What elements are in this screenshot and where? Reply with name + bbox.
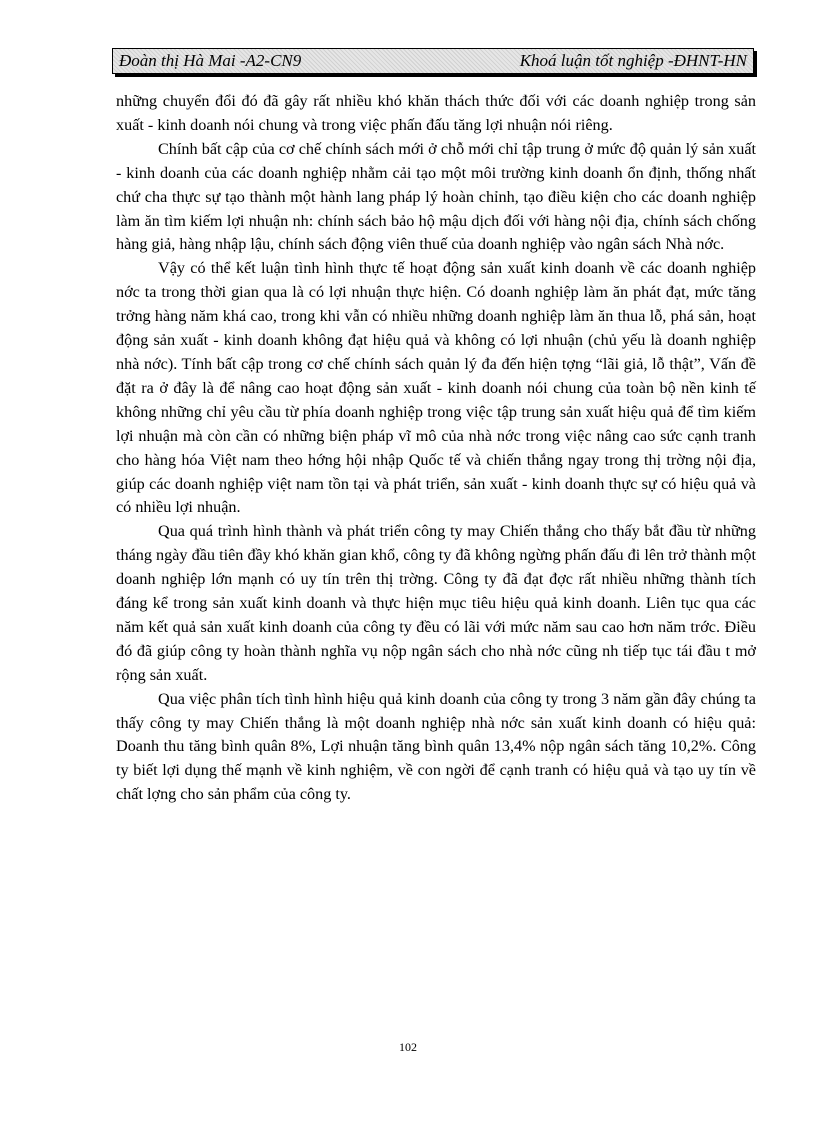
header-thesis-title: Khoá luận tốt nghiệp -ĐHNT-HN — [519, 51, 747, 70]
paragraph-company-development: Qua quá trình hình thành và phát triển công ty may Chiến thắng cho thấy bắt đầu từ những tháng ngày đầu tiên đầy khó khăn gian khổ, công ty đã không ngừng phấn đấu đi lên trở thành một doanh nghiệp lớn mạnh có uy tín trên thị trờng. Công ty đã đạt đợc rất nhiều những thành tích đáng kể trong sản xuất kinh doanh và thực hiện mục tiêu hiệu quả kinh doanh. Liên tục qua các năm kết quả sản xuất kinh doanh của công ty đều có lãi với mức năm sau cao hơn năm trớc. Điều đó đã giúp công ty hoàn thành nghĩa vụ nộp ngân sách cho nhà nớc cũng nh tiếp tục tái đầu t mở rộng sản xuất. — [116, 522, 756, 684]
document-body — [116, 90, 756, 807]
page-number: 102 — [399, 1040, 417, 1054]
paragraph-continuation: những chuyển đổi đó đã gây rất nhiều khó khăn thách thức đối với các doanh nghiệp trong sản xuất - kinh doanh nói chung và trong việc phấn đấu tăng lợi nhuận nói riêng. — [116, 92, 756, 134]
page-header — [112, 48, 754, 74]
paragraph-policy-shortcomings: Chính bất cập của cơ chế chính sách mới ở chỗ mới chỉ tập trung ở mức độ quản lý sản xuất - kinh doanh của các doanh nghiệp nhằm cải tạo một môi trường kinh doanh ổn định, thống nhất chứ cha thực sự tạo thành một hành lang pháp lý hoàn chỉnh, tạo điều kiện cho các doanh nghiệp làm ăn tìm kiếm lợi nhuận nh: chính sách bảo hộ mậu dịch đối với hàng nội địa, chính sách chống hàng giả, hàng nhập lậu, chính sách động viên thuế của doanh nghiệp vào ngân sách Nhà nớc. — [116, 139, 756, 254]
paragraph-efficiency-analysis: Qua việc phân tích tình hình hiệu quả kinh doanh của công ty trong 3 năm gần đây chúng ta thấy công ty may Chiến thắng là một doanh nghiệp nhà nớc sản xuất kinh doanh có hiệu quả: Doanh thu tăng bình quân 8%, Lợi nhuận tăng bình quân 13,4% nộp ngân sách tăng 10,2%. Công ty biết lợi dụng thế mạnh về kinh nghiệm, về con ngời để cạnh tranh có hiệu quả và tạo uy tín về chất lợng cho sản phẩm của công ty. — [116, 689, 756, 804]
paragraph-conclusion-enterprises: Vậy có thể kết luận tình hình thực tế hoạt động sản xuất kinh doanh về các doanh nghiệp nớc ta trong thời gian qua là có lợi nhuận thực hiện. Có doanh nghiệp làm ăn phát đạt, mức tăng trởng hàng năm khá cao, trong khi vẫn có nhiều những doanh nghiệp làm ăn thua lỗ, phá sản, hoạt động sản xuất - kinh doanh không đạt hiệu quả và không có lợi nhuận (chủ yếu là doanh nghiệp nhà nớc). Tính bất cập trong cơ chế chính sách quản lý đa đến hiện tợng “lãi giả, lỗ thật”, Vấn đề đặt ra ở đây là để nâng cao hoạt động sản xuất - kinh doanh nói chung của toàn bộ nền kinh tế không những chỉ yêu cầu từ phía doanh nghiệp trong việc tập trung sản xuất hiệu quả để tìm kiếm lợi nhuận mà còn cần có những biện pháp vĩ mô của nhà nớc trong việc nâng cao sức cạnh tranh cho hàng hóa Việt nam theo hớng hội nhập Quốc tế và chiến thắng ngay trong thị trờng nội địa, giúp các doanh nghiệp việt nam tồn tại và phát triển, sản xuất - kinh doanh thực sự có hiệu quả và có nhiều lợi nhuận. — [116, 259, 756, 517]
header-author: Đoàn thị Hà Mai -A2-CN9 — [119, 51, 302, 70]
